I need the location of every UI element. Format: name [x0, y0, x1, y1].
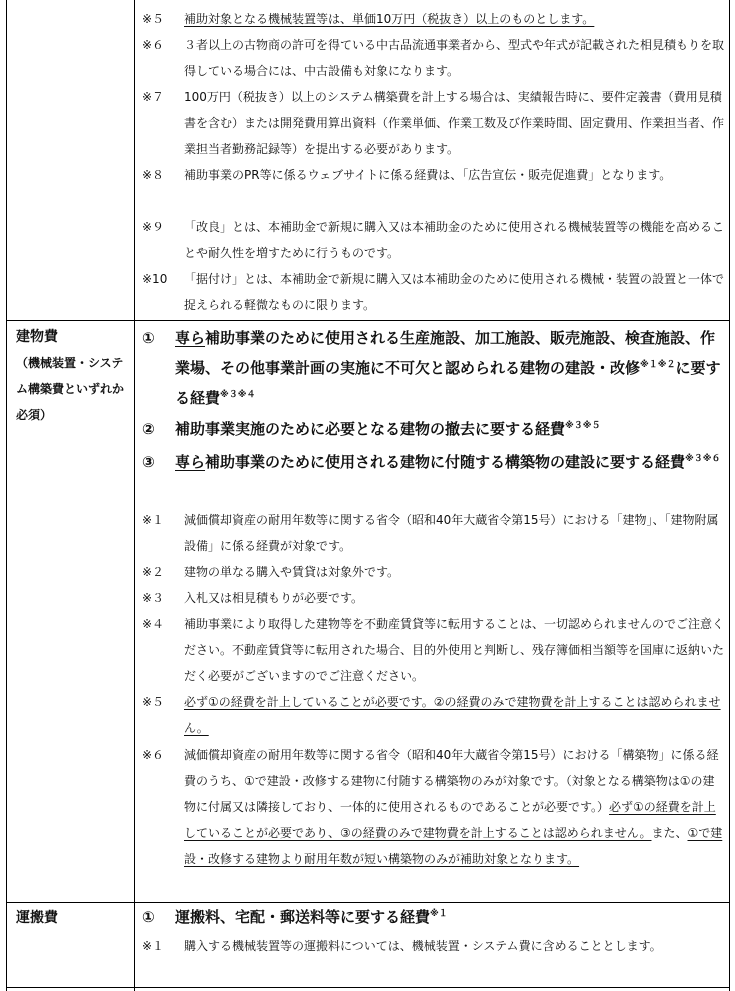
note-building-6: ※６ 減価償却資産の耐用年数等に関する省令（昭和40年大蔵省令第15号）における「構築物」に係る経費のうち、①で建設・改修する建物に付随する構築物のみが対象です。（対象となる構築物は①の建物に付属又は隣接しており、一体的に使用されるものであることが必要です。）必ず①の経費を計上していることが必要であり、③の経費のみで建物費を計上することは認められません。また、①で建設・改修する建物より耐用年数が短い構築物のみが補助対象となります。: [142, 748, 723, 866]
note-machinery-6: ※６ ３者以上の古物商の許可を得ている中古品流通事業者から、型式や年式が記載された相見積もりを取得している場合には、中古設備も対象になります。: [142, 38, 725, 78]
note-building-2: ※２ 建物の単なる購入や賃貸は対象外です。: [142, 565, 400, 579]
note-building-5: ※５ 必ず①の経費を計上していることが必要です。②の経費のみで建物費を計上することは認められません。: [142, 695, 721, 735]
note-machinery-10: ※10 「据付け」とは、本補助金で新規に購入又は本補助金のために使用される機械・装置の設置と一体で捉えられる軽微なものに限ります。: [142, 272, 725, 312]
table-border-left: [6, 0, 7, 991]
note-machinery-7: ※７ 100万円（税抜き）以上のシステム構築費を計上する場合は、実績報告時に、要件定義書（費用見積書を含む）または開発費用算出資料（作業単価、作業工数及び作業時間、固定費用、作業担当者、作業担当者勤務記録等）を提出する必要があります。: [142, 90, 725, 156]
category-building: 建物費: [16, 329, 58, 345]
table-border-right: [729, 0, 730, 991]
table-column-divider: [134, 0, 135, 991]
transport-item-1: ① 運搬料、宅配・郵送料等に要する経費$^{※1}$: [142, 908, 448, 926]
note-building-1: ※１ 減価償却資産の耐用年数等に関する省令（昭和40年大蔵省令第15号）における「建物」、「建物附属設備」に係る経費が対象です。: [142, 513, 719, 553]
note-building-4: ※４ 補助事業により取得した建物等を不動産賃貸等に転用することは、一切認められませんのでご注意ください。不動産賃貸等に転用された場合、目的外使用と判断し、残存簿価相当額等を国庫に返納いただく必要がございますのでご注意ください。: [142, 617, 725, 683]
note-transport-1: ※１ 購入する機械装置等の運搬料については、機械装置・システム費に含めることとします。: [142, 939, 662, 953]
note-machinery-9: ※９ 「改良」とは、本補助金で新規に購入又は本補助金のために使用される機械装置等の機能を高めることや耐久性を増すために行うものです。: [142, 220, 725, 260]
row-divider-building: [6, 320, 730, 321]
note-building-3: ※３ 入札又は相見積もりが必要です。: [142, 591, 364, 605]
building-item-2: ② 補助事業実施のために必要となる建物の撤去に要する経費$^{※3※5}$: [142, 420, 601, 438]
category-building-note: （機械装置・システム構築費といずれか必須）: [16, 356, 125, 422]
building-item-3: ③ 専ら補助事業のために使用される建物に付随する構築物の建設に要する経費$^{※3※6}$: [142, 453, 721, 471]
building-item-1: ① 専ら補助事業のために使用される生産施設、加工施設、販売施設、検査施設、作業場、その他事業計画の実施に不可欠と認められる建物の建設・改修$^{※1※2}$に要する経費$^{※3※4}$: [142, 329, 721, 407]
note-machinery-5: ※５ 補助対象となる機械装置等は、単価10万円（税抜き）以上のものとします。: [142, 12, 595, 26]
note-machinery-8: ※８ 補助事業のPR等に係るウェブサイトに係る経費は、「広告宣伝・販売促進費」となります。: [142, 168, 672, 182]
category-transport: 運搬費: [16, 910, 58, 926]
row-divider-next: [6, 987, 730, 988]
